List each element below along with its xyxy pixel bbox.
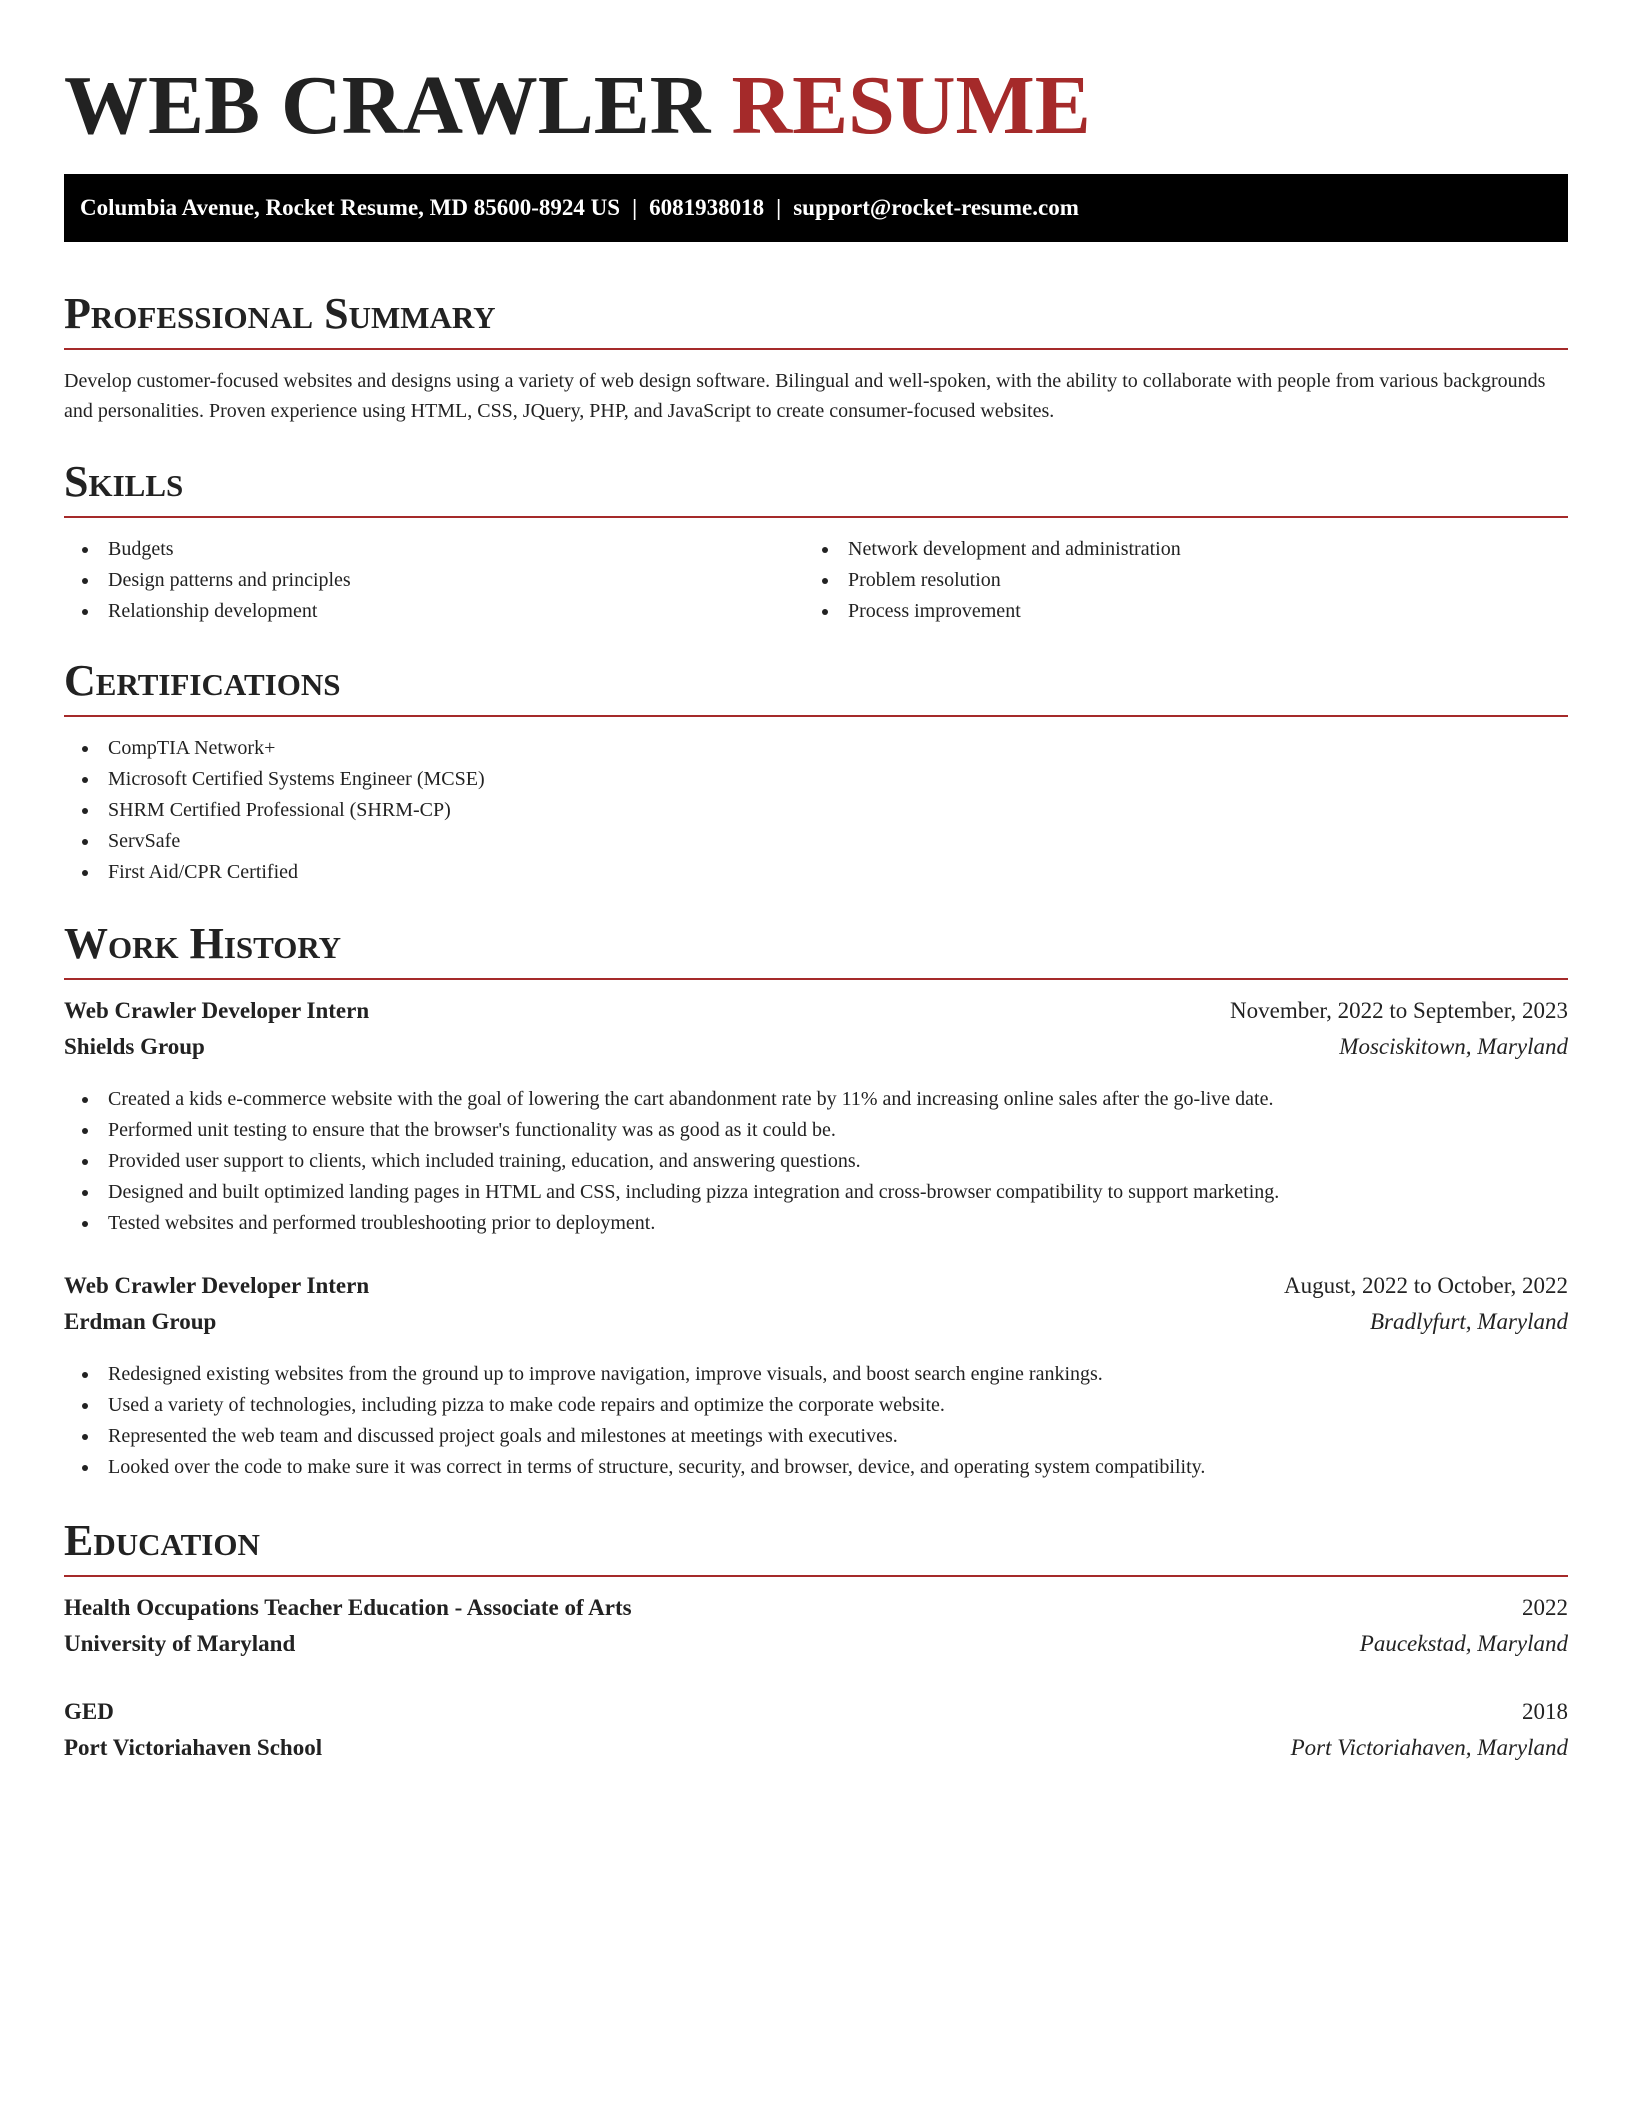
job-company: Erdman Group <box>64 1309 217 1334</box>
section-heading-work-history: Work History <box>64 916 1568 980</box>
job-bullet: Looked over the code to make sure it was correct in terms of structure, security, and browser, device, and operating system compatibility. <box>64 1452 1568 1483</box>
section-heading-skills: Skills <box>64 454 1568 518</box>
education-year: 2022 <box>1522 1595 1568 1620</box>
education-location: Paucekstad, Maryland <box>1359 1631 1568 1656</box>
skill-item: Network development and administration <box>804 534 1544 565</box>
job-company: Shields Group <box>64 1034 205 1059</box>
contact-email: support@rocket-resume.com <box>793 195 1079 220</box>
job-bullets <box>64 1359 1568 1483</box>
skill-item: Process improvement <box>804 596 1544 627</box>
skill-item: Design patterns and principles <box>64 565 804 596</box>
education-degree: Health Occupations Teacher Education - Associate of Arts <box>64 1595 632 1620</box>
certification-item: ServSafe <box>64 826 1568 857</box>
resume-title <box>64 56 1568 156</box>
education-entry <box>64 1699 1568 1771</box>
job-dates: August, 2022 to October, 2022 <box>1284 1273 1568 1298</box>
resume-page <box>64 0 1568 1771</box>
job-company-row <box>64 1309 1568 1345</box>
section-heading-certifications: Certifications <box>64 653 1568 717</box>
job-dates: November, 2022 to September, 2023 <box>1230 998 1568 1023</box>
skill-item: Budgets <box>64 534 804 565</box>
education-degree-row <box>64 1699 1568 1735</box>
education-location: Port Victoriahaven, Maryland <box>1290 1735 1568 1760</box>
education-degree-row <box>64 1595 1568 1631</box>
skills-column-right <box>804 534 1544 627</box>
job-entry <box>64 998 1568 1239</box>
job-bullets <box>64 1084 1568 1239</box>
education-school: Port Victoriahaven School <box>64 1735 323 1760</box>
job-header-row <box>64 1273 1568 1309</box>
education-entry <box>64 1595 1568 1667</box>
contact-bar <box>64 174 1568 242</box>
job-company-row <box>64 1034 1568 1070</box>
name-first: WEB CRAWLER <box>64 59 711 152</box>
job-bullet: Performed unit testing to ensure that the browser's functionality was as good as it could be. <box>64 1115 1568 1146</box>
job-bullet: Represented the web team and discussed project goals and milestones at meetings with executives. <box>64 1421 1568 1452</box>
contact-address: Columbia Avenue, Rocket Resume, MD 85600-8924 US <box>80 195 621 220</box>
job-header-row <box>64 998 1568 1034</box>
skills-grid <box>64 534 1568 627</box>
education-school: University of Maryland <box>64 1631 296 1656</box>
contact-phone: 6081938018 <box>649 195 765 220</box>
education-school-row <box>64 1631 1568 1667</box>
section-heading-summary: Professional Summary <box>64 286 1568 350</box>
job-bullet: Created a kids e-commerce website with the goal of lowering the cart abandonment rate by 11% and increasing online sales after the go-live date. <box>64 1084 1568 1115</box>
education-degree: GED <box>64 1699 114 1724</box>
certification-item: CompTIA Network+ <box>64 733 1568 764</box>
certification-item: SHRM Certified Professional (SHRM-CP) <box>64 795 1568 826</box>
contact-separator: | <box>776 195 782 220</box>
certification-item: First Aid/CPR Certified <box>64 857 1568 888</box>
job-location: Mosciskitown, Maryland <box>1339 1034 1568 1059</box>
job-location: Bradlyfurt, Maryland <box>1369 1309 1568 1334</box>
section-heading-education: Education <box>64 1513 1568 1577</box>
name-last: RESUME <box>731 59 1091 152</box>
contact-separator: | <box>632 195 638 220</box>
job-entry <box>64 1273 1568 1483</box>
job-bullet: Designed and built optimized landing pages in HTML and CSS, including pizza integration and cross-browser compatibility to support marketing. <box>64 1177 1568 1208</box>
job-title: Web Crawler Developer Intern <box>64 1273 370 1298</box>
skill-item: Relationship development <box>64 596 804 627</box>
job-bullet: Tested websites and performed troubleshooting prior to deployment. <box>64 1208 1568 1239</box>
job-bullet: Redesigned existing websites from the ground up to improve navigation, improve visuals, and boost search engine rankings. <box>64 1359 1568 1390</box>
certifications-list <box>64 733 1568 888</box>
job-bullet: Used a variety of technologies, including pizza to make code repairs and optimize the corporate website. <box>64 1390 1568 1421</box>
skill-item: Problem resolution <box>804 565 1544 596</box>
certification-item: Microsoft Certified Systems Engineer (MCSE) <box>64 764 1568 795</box>
education-year: 2018 <box>1522 1699 1568 1724</box>
job-title: Web Crawler Developer Intern <box>64 998 370 1023</box>
summary-text: Develop customer-focused websites and designs using a variety of web design software. Bilingual and well-spoken, with the ability to collaborate with people from various backgrounds and personalities. Proven experience using HTML, CSS, JQuery, PHP, and JavaScript to create consumer-focused websites. <box>64 370 1546 422</box>
skills-column-left <box>64 534 804 627</box>
job-bullet: Provided user support to clients, which included training, education, and answering questions. <box>64 1146 1568 1177</box>
education-school-row <box>64 1735 1568 1771</box>
